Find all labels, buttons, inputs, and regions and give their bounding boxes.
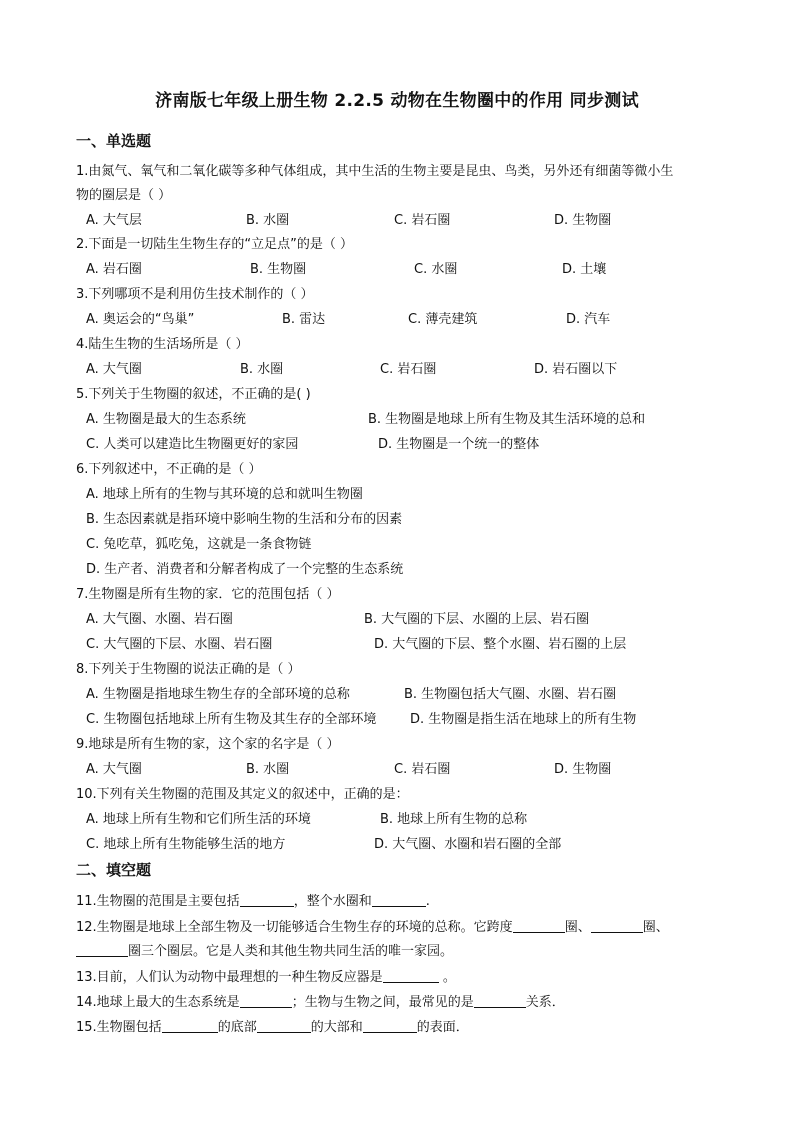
q5-option-d: D. 生物圈是一个统一的整体	[378, 437, 540, 452]
q3-option-c: C. 薄壳建筑	[408, 312, 478, 327]
q9-option-b: B. 水圈	[246, 762, 290, 777]
q15-text-3: 的大部和	[310, 1020, 363, 1035]
q7-option-d: D. 大气圈的下层、整个水圈、岩石圈的上层	[374, 637, 627, 652]
question-8: 8.下列关于生物圈的说法正确的是（ ）	[76, 662, 301, 677]
q7-option-c: C. 大气圈的下层、水圈、岩石圈	[86, 637, 273, 652]
q12-text-2: 圈、	[564, 920, 591, 935]
question-1-line1: 1.由氮气、氧气和二氧化碳等多种气体组成，其中生活的生物主要是昆虫、鸟类，另外还有细菌等微小生	[76, 164, 674, 179]
question-14	[76, 991, 726, 1015]
q3-option-d: D. 汽车	[566, 312, 611, 327]
question-1-line2: 物的圈层是（ ）	[76, 188, 172, 203]
q11-text-3: .	[425, 894, 430, 909]
q6-option-a: A. 地球上所有的生物与其环境的总和就叫生物圈	[86, 487, 363, 502]
question-11	[76, 890, 726, 914]
page-title: 济南版七年级上册生物 2.2.5 动物在生物圈中的作用 同步测试	[155, 91, 639, 111]
q1-option-a: A. 大气层	[86, 213, 142, 228]
section-fill-blank: 二、填空题	[76, 861, 152, 879]
q1-option-d: D. 生物圈	[554, 213, 612, 228]
question-7: 7.生物圈是所有生物的家．它的范围包括（ ）	[76, 587, 340, 602]
q10-option-b: B. 地球上所有生物的总称	[380, 812, 528, 827]
q12-blank-1[interactable]	[513, 918, 565, 933]
q7-option-b: B. 大气圈的下层、水圈的上层、岩石圈	[364, 612, 590, 627]
q12-blank-2[interactable]	[591, 918, 643, 933]
q15-blank-1[interactable]	[162, 1018, 218, 1033]
q15-text-4: 的表面．	[416, 1020, 469, 1035]
question-6: 6.下列叙述中，不正确的是（ ）	[76, 462, 262, 477]
q12-text-4: 圈三个圈层。它是人类和其他生物共同生活的唯一家园。	[128, 944, 454, 959]
question-3: 3.下列哪项不是利用仿生技术制作的（ ）	[76, 287, 314, 302]
q9-option-a: A. 大气圈	[86, 762, 142, 777]
question-4: 4.陆生生物的生活场所是（ ）	[76, 337, 249, 352]
q6-option-c: C. 兔吃草，狐吃兔，这就是一条食物链	[86, 537, 312, 552]
q14-text-2: ；生物与生物之间，最常见的是	[291, 995, 474, 1010]
q3-option-a: A. 奥运会的“鸟巢”	[86, 312, 195, 327]
q3-option-b: B. 雷达	[282, 312, 326, 327]
q14-blank-1[interactable]	[240, 993, 292, 1008]
q2-option-a: A. 岩石圈	[86, 262, 142, 277]
q13-blank-1[interactable]	[383, 968, 439, 983]
q5-option-c: C. 人类可以建造比生物圈更好的家园	[86, 437, 299, 452]
q11-text-2: ，整个水圈和	[293, 894, 372, 909]
q6-option-b: B. 生态因素就是指环境中影响生物的生活和分布的因素	[86, 512, 403, 527]
question-10: 10.下列有关生物圈的范围及其定义的叙述中，正确的是：	[76, 787, 409, 802]
q2-option-b: B. 生物圈	[250, 262, 307, 277]
q9-option-c: C. 岩石圈	[394, 762, 451, 777]
question-5: 5.下列关于生物圈的叙述，不正确的是( )	[76, 387, 311, 402]
q8-option-c: C. 生物圈包括地球上所有生物及其生存的全部环境	[86, 712, 377, 727]
q8-option-d: D. 生物圈是指生活在地球上的所有生物	[410, 712, 637, 727]
q9-option-d: D. 生物圈	[554, 762, 612, 777]
question-2: 2.下面是一切陆生生物生存的“立足点”的是（ ）	[76, 237, 354, 252]
question-15	[76, 1016, 726, 1040]
q11-blank-2[interactable]	[372, 892, 426, 907]
q5-option-a: A. 生物圈是最大的生态系统	[86, 412, 246, 427]
q1-option-b: B. 水圈	[246, 213, 290, 228]
q11-blank-1[interactable]	[240, 892, 294, 907]
q14-blank-2[interactable]	[474, 993, 526, 1008]
q12-text-1: 12.生物圈是地球上全部生物及一切能够适合生物生存的环境的总称。它跨度	[76, 920, 513, 935]
q8-option-b: B. 生物圈包括大气圈、水圈、岩石圈	[404, 687, 617, 702]
q10-option-d: D. 大气圈、水圈和岩石圈的全部	[374, 837, 562, 852]
section-single-choice: 一、单选题	[76, 132, 152, 150]
question-12-line2	[76, 940, 726, 964]
q2-option-d: D. 土壤	[562, 262, 607, 277]
q12-blank-3[interactable]	[76, 942, 128, 957]
q4-option-a: A. 大气圈	[86, 362, 142, 377]
q7-option-a: A. 大气圈、水圈、岩石圈	[86, 612, 233, 627]
q13-text-2: 。	[438, 970, 456, 985]
question-13	[76, 966, 726, 990]
q11-text-1: 11.生物圈的范围是主要包括	[76, 894, 240, 909]
q13-text-1: 13.目前，人们认为动物中最理想的一种生物反应器是	[76, 970, 383, 985]
q14-text-1: 14.地球上最大的生态系统是	[76, 995, 240, 1010]
q10-option-c: C. 地球上所有生物能够生活的地方	[86, 837, 286, 852]
q15-blank-2[interactable]	[257, 1018, 311, 1033]
q14-text-3: 关系．	[525, 995, 565, 1010]
q2-option-c: C. 水圈	[414, 262, 458, 277]
q4-option-c: C. 岩石圈	[380, 362, 437, 377]
question-1	[76, 160, 726, 208]
q5-option-b: B. 生物圈是地球上所有生物及其生活环境的总和	[368, 412, 646, 427]
q4-option-d: D. 岩石圈以下	[534, 362, 618, 377]
question-9: 9.地球是所有生物的家，这个家的名字是（ ）	[76, 737, 340, 752]
q6-option-d: D. 生产者、消费者和分解者构成了一个完整的生态系统	[86, 562, 404, 577]
q15-blank-3[interactable]	[363, 1018, 417, 1033]
q4-option-b: B. 水圈	[240, 362, 284, 377]
question-12	[76, 916, 726, 940]
q1-option-c: C. 岩石圈	[394, 213, 451, 228]
q8-option-a: A. 生物圈是指地球生物生存的全部环境的总称	[86, 687, 350, 702]
q15-text-2: 的底部	[217, 1020, 257, 1035]
q12-text-3: 圈、	[642, 920, 669, 935]
q10-option-a: A. 地球上所有生物和它们所生活的环境	[86, 812, 311, 827]
q15-text-1: 15.生物圈包括	[76, 1020, 162, 1035]
